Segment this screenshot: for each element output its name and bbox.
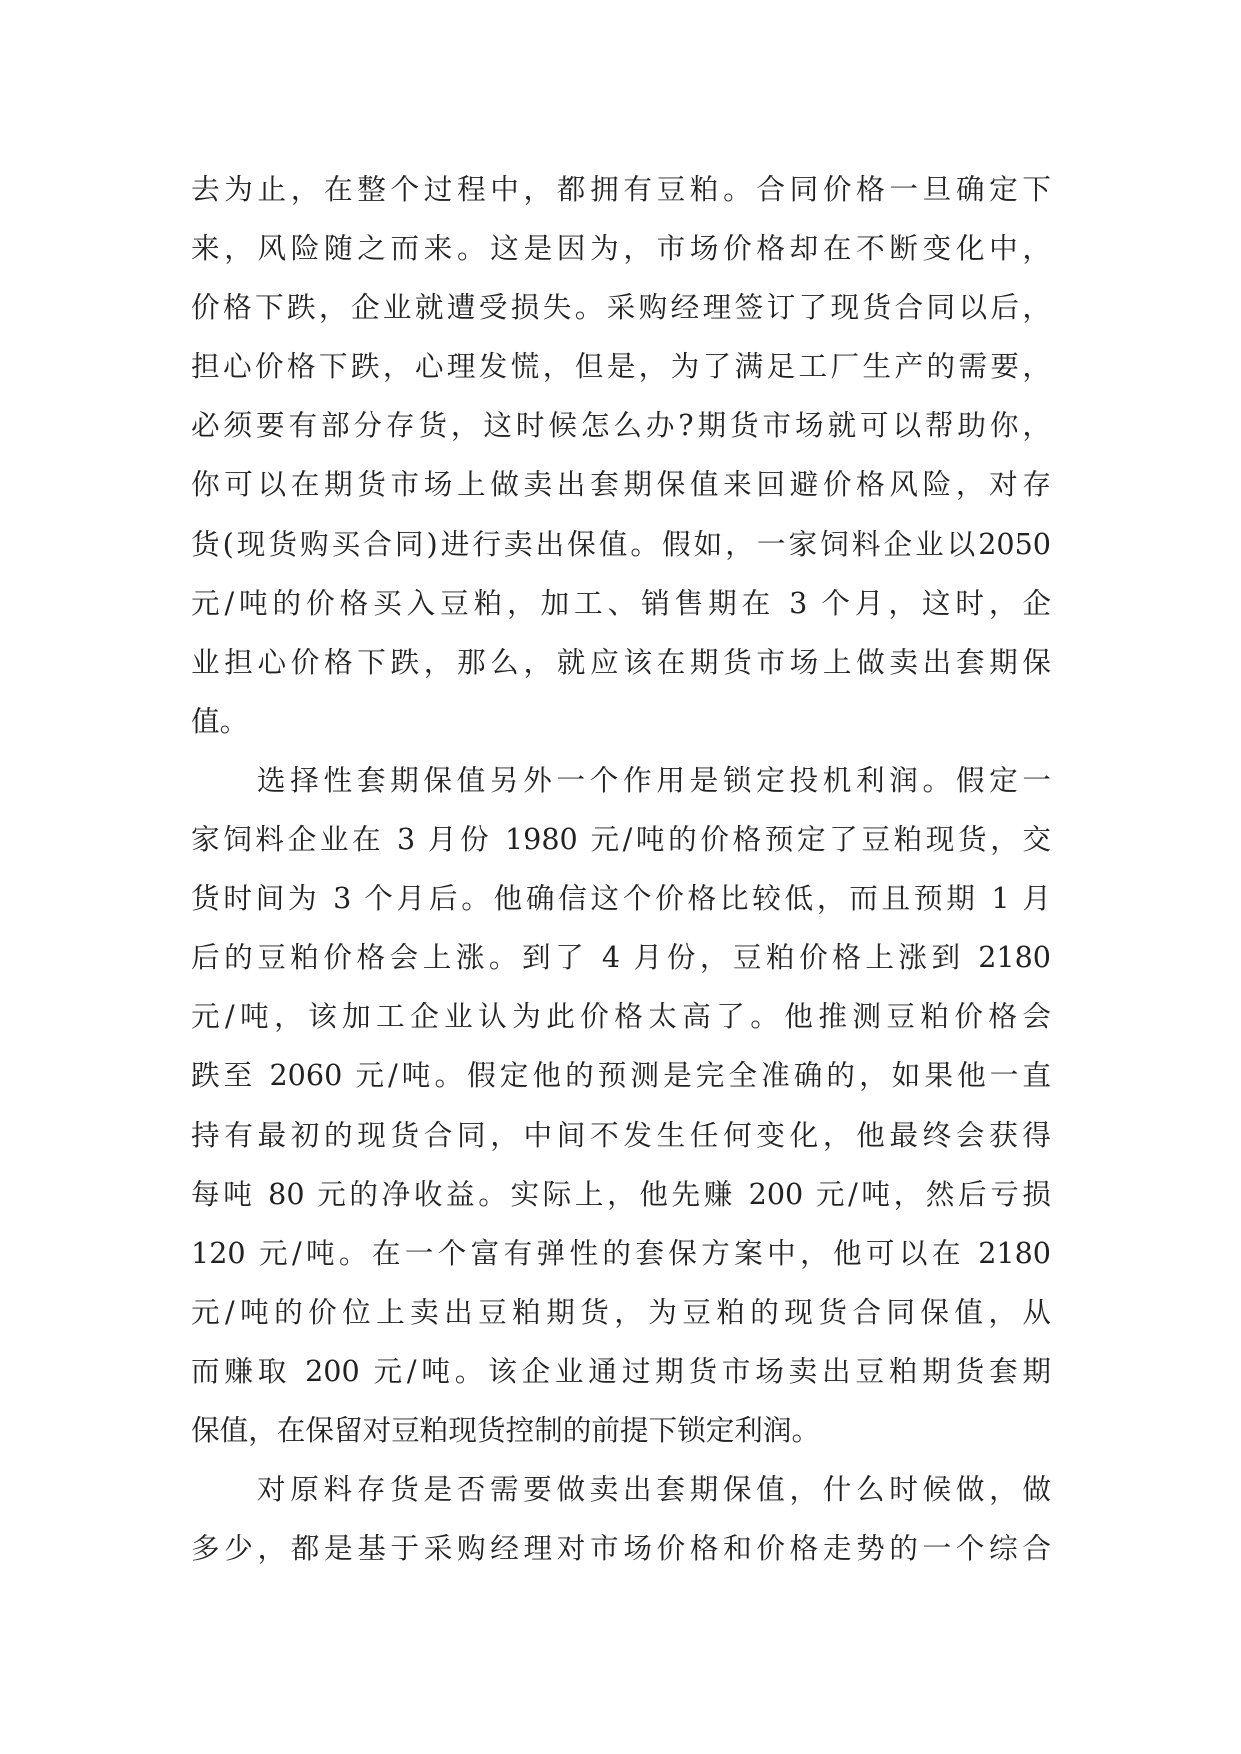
text-line: 货(现货购买合同)进行卖出保值。假如，一家饲料企业以2050: [191, 526, 1051, 561]
text-line: 选择性套期保值另外一个作用是锁定投机利润。假定一: [257, 762, 1051, 797]
text-line: 120 元/吨。在一个富有弹性的套保方案中，他可以在 2180: [191, 1235, 1051, 1270]
text-line: 每吨 80 元的净收益。实际上，他先赚 200 元/吨，然后亏损: [191, 1176, 1051, 1211]
text-line: 来，风险随之而来。这是因为，市场价格却在不断变化中，: [191, 231, 1051, 266]
document-body: [191, 160, 1051, 1578]
text-line: 而赚取 200 元/吨。该企业通过期货市场卖出豆粕期货套期: [191, 1353, 1051, 1388]
text-line: 元/吨的价位上卖出豆粕期货，为豆粕的现货合同保值，从: [191, 1294, 1051, 1329]
text-line: 去为止，在整个过程中，都拥有豆粕。合同价格一旦确定下: [191, 172, 1051, 206]
paragraph-3: [191, 1460, 1051, 1578]
paragraph-2: [191, 751, 1051, 1460]
text-line: 业担心价格下跌，那么，就应该在期货市场上做卖出套期保: [191, 644, 1051, 679]
text-line: 元/吨的价格买入豆粕，加工、销售期在 3 个月，这时，企: [191, 585, 1051, 620]
text-line: 必须要有部分存货，这时候怎么办?期货市场就可以帮助你，: [191, 408, 1051, 443]
text-line: 保值，在保留对豆粕现货控制的前提下锁定利润。: [191, 1412, 821, 1447]
text-line: 家饲料企业在 3 月份 1980 元/吨的价格预定了豆粕现货，交: [191, 822, 1051, 857]
text-line: 元/吨，该加工企业认为此价格太高了。他推测豆粕价格会: [191, 999, 1051, 1034]
text-line: 担心价格下跌，心理发慌，但是，为了满足工厂生产的需要，: [191, 349, 1051, 384]
text-line: 货时间为 3 个月后。他确信这个价格比较低，而且预期 1 月: [191, 881, 1051, 916]
text-line: 值。: [191, 703, 249, 738]
text-line: 价格下跌，企业就遭受损失。采购经理签订了现货合同以后，: [191, 290, 1051, 325]
text-line: 跌至 2060 元/吨。假定他的预测是完全准确的，如果他一直: [191, 1058, 1051, 1093]
text-line: 多少，都是基于采购经理对市场价格和价格走势的一个综合: [191, 1531, 1051, 1566]
text-line: 你可以在期货市场上做卖出套期保值来回避价格风险，对存: [191, 467, 1051, 502]
paragraph-1: [191, 160, 1051, 751]
text-line: 后的豆粕价格会上涨。到了 4 月份，豆粕价格上涨到 2180: [191, 940, 1051, 975]
text-line: 对原料存货是否需要做卖出套期保值，什么时候做，做: [257, 1472, 1051, 1507]
text-line: 持有最初的现货合同，中间不发生任何变化，他最终会获得: [191, 1117, 1051, 1152]
